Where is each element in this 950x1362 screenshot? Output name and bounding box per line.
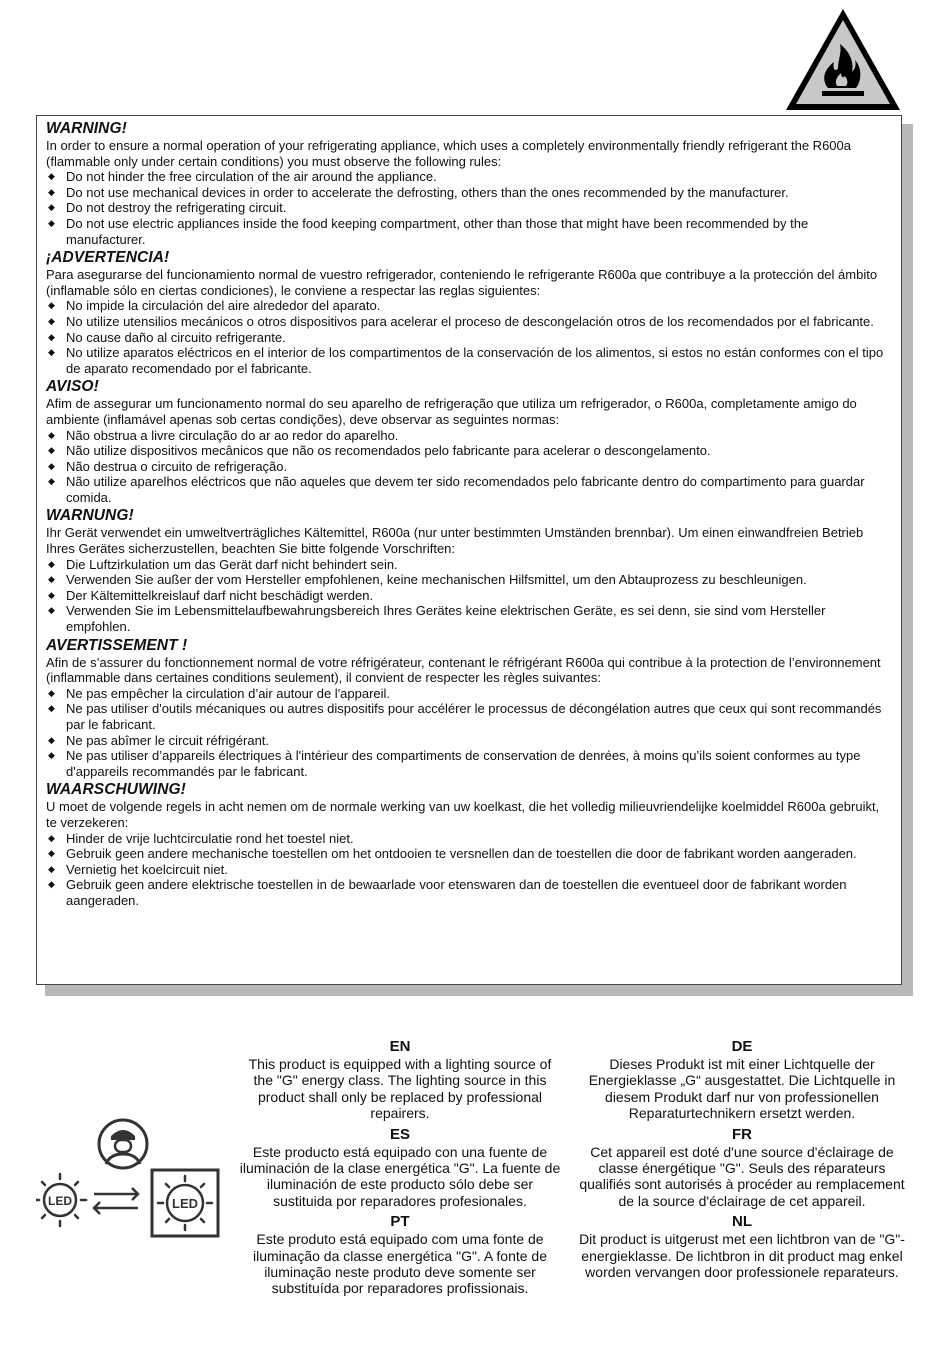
diamond-bullet-icon: ◆ [48,202,55,213]
diamond-bullet-icon: ◆ [48,750,55,761]
warning-rule [46,831,901,847]
warning-rule [46,330,901,346]
diamond-bullet-icon: ◆ [48,863,55,874]
warning-rule [46,185,901,201]
refrigerant-warning-box [36,115,902,985]
warning-rule [46,345,901,376]
warning-rule [46,588,901,604]
warning-rule [46,686,901,702]
diamond-bullet-icon: ◆ [48,171,55,182]
diamond-bullet-icon: ◆ [48,703,55,714]
warning-section-intro: Afin de s’assurer du fonctionnement normal de votre réfrigérateur, contenant le réfrigérant R600a qui contribue à la protection de l’environnement (inflammable dans certaines conditions seulement), il convient de respecter les règles suivantes: [46,654,881,686]
diamond-bullet-icon: ◆ [48,429,55,440]
warning-rule [46,748,901,779]
warning-rule-text: Ne pas utiliser d'outils mécaniques ou autres dispositifs pour accélérer le processus de décongélation autres que ceux qui sont recommandés par le fabricant. [66,701,882,732]
language-code: NL [732,1213,752,1231]
led-replacement-pictogram [36,1118,226,1246]
warning-section-intro: In order to ensure a normal operation of your refrigerating appliance, which uses a completely environmentally friendly refrigerant the R600a (flammable only under certain conditions) you must observe the following rules: [46,138,851,169]
warning-rules-list [46,169,901,247]
warning-rule-text: No utilize aparatos eléctricos en el interior de los compartimentos de la conservación de los alimentos, si estos no están conformes con el tipo de aparato recomendado por el fabricante. [66,345,884,376]
warning-rule-text: Não utilize dispositivos mecânicos que não os recomendados pelo fabricante para acelerar o descongelamento. [66,443,711,459]
warning-rule [46,877,901,908]
warning-rule [46,603,901,634]
warning-rule-text: Não obstrua a livre circulação do ar ao redor do aparelho. [66,427,399,443]
warning-rule [46,169,901,185]
lighting-info-text: Este producto está equipado con una fuente de iluminación de la clase energética "G". La fuente de iluminación de este producto sólo debe ser sustituida por reparadores profesionales. [239,1143,561,1209]
warning-section-intro: Afim de assegurar um funcionamento normal do seu aparelho de refrigeração que utiliza um refrigerador, o R600a, completamente amigo do ambiente (inflamável apenas sob certas condições), deve observar as seguintes normas: [46,396,857,427]
warning-rule-text: Do not use electric appliances inside the food keeping compartment, other than those that might have been recommended by the manufacturer. [66,215,809,247]
diamond-bullet-icon: ◆ [48,848,55,859]
diamond-bullet-icon: ◆ [48,687,55,698]
lighting-info-text: Este produto está equipado com uma fonte de iluminação da classe energética "G". A fonte de iluminação neste produto deve somente ser substituída por reparadores profissionais. [252,1231,547,1297]
svg-text:LED: LED [48,1194,72,1208]
diamond-bullet-icon: ◆ [48,315,55,326]
warning-section [46,120,901,247]
language-code: ES [389,1125,410,1143]
warning-section-title: AVERTISSEMENT ! [46,636,188,654]
diamond-bullet-icon: ◆ [48,186,55,197]
warning-rule-text: No utilize utensilios mecánicos o otros dispositivos para acelerar el proceso de descongelación otros de los recomendados por el fabricante. [66,313,874,329]
diamond-bullet-icon: ◆ [48,445,55,456]
warning-rule [46,557,901,573]
warning-section-intro: Ihr Gerät verwendet ein umweltverträgliches Kältemittel, R600a (nur unter bestimmten Umständen brennbar). Um einen einwandfreien Betrieb Ihres Gerätes sicherzustellen, beachten Sie bitte folgende Vorschriften: [46,525,864,557]
warning-rule [46,572,901,588]
warning-rule-text: Não destrua o circuito de refrigeração. [66,458,288,474]
warning-rule [46,701,901,732]
language-code: FR [732,1125,752,1143]
warning-section-intro: Para asegurarse del funcionamiento normal de vuestro refrigerador, conteniendo le refrigerante R600a que contribuye a la protección del ámbito (inflamable sólo en ciertas condiciones), le conviene a respectar las reglas siguientes: [46,267,878,298]
diamond-bullet-icon: ◆ [48,217,55,228]
lighting-info-column-right [578,1038,906,1284]
warning-section [46,781,901,908]
diamond-bullet-icon: ◆ [48,879,55,890]
diamond-bullet-icon: ◆ [48,476,55,487]
warning-rule [46,862,901,878]
lighting-info-text: This product is equipped with a lighting source of the "G" energy class. The lighting source in this product shall only be replaced by professional repairers. [248,1056,552,1122]
warning-rule-text: Die Luftzirkulation um das Gerät darf nicht behindert sein. [66,556,398,572]
svg-text:LED: LED [172,1196,198,1211]
diamond-bullet-icon: ◆ [48,460,55,471]
diamond-bullet-icon: ◆ [48,300,55,311]
diamond-bullet-icon: ◆ [48,605,55,616]
warning-rule-text: Ne pas utiliser d’appareils électriques à l'intérieur des compartiments de conservation de denrées, à moins qu’ils soient conformes au type d'appareils recommandés par le fabricant. [66,748,861,779]
warning-rule [46,428,901,444]
language-code: PT [390,1213,410,1231]
warning-rule [46,846,901,862]
warning-section-intro: U moet de volgende regels in acht nemen om de normale werking van uw koelkast, die het volledig milieuvriendelijke koelmiddel R600a gebruikt, te verzekeren: [46,799,880,830]
diamond-bullet-icon: ◆ [48,347,55,358]
warning-rule-text: Verwenden Sie außer der vom Hersteller empfohlenen, keine mechanischen Hilfsmittel, um den Abtauprozess zu beschleunigen. [66,572,807,588]
warning-rules-list [46,686,901,780]
swap-arrows-icon [94,1188,138,1214]
warning-rule-text: Gebruik geen andere elektrische toestellen in de bewaarlade voor etenswaren dan de toestellen die eventueel door de fabrikant worden aangeraden. [66,877,847,908]
warning-section-title: AVISO! [46,378,99,396]
technician-icon [99,1120,147,1168]
warning-rule-text: Do not destroy the refrigerating circuit. [66,200,287,216]
warning-rule [46,298,901,314]
warning-rule-text: No impide la circulación del aire alrededor del aparato. [66,298,381,314]
language-code: DE [731,1038,753,1055]
diamond-bullet-icon: ◆ [48,734,55,745]
warning-rule [46,200,901,216]
diamond-bullet-icon: ◆ [48,832,55,843]
diamond-bullet-icon: ◆ [48,574,55,585]
warning-rule-text: Ne pas abîmer le circuit réfrigérant. [66,732,270,748]
led-bulb-right-icon [152,1170,218,1236]
language-code: EN [389,1038,411,1055]
warning-rule-text: Vernietig het koelcircuit niet. [66,861,228,877]
warning-rule-text: Do not hinder the free circulation of the air around the appliance. [66,169,437,185]
warning-section [46,507,901,634]
warning-section-title: ¡ADVERTENCIA! [46,249,170,267]
warning-section-title: WAARSCHUWING! [46,781,186,799]
warning-rule-text: Hinder de vrije luchtcirculatie rond het toestel niet. [66,830,354,846]
diamond-bullet-icon: ◆ [48,331,55,342]
warning-section [46,378,901,505]
warning-rule [46,314,901,330]
warning-rule-text: No cause daño al circuito refrigerante. [66,329,286,345]
warning-rule-text: Der Kältemittelkreislauf darf nicht beschädigt werden. [66,587,374,603]
lighting-info-text: Dit product is uitgerust met een lichtbron van de "G"-energieklasse. De lichtbron in dit product mag enkel worden vervangen door professionele reparateurs. [579,1231,905,1281]
warning-rule [46,216,901,247]
diamond-bullet-icon: ◆ [48,589,55,600]
warning-rule-text: Gebruik geen andere mechanische toestellen om het ontdooien te versnellen dan de toestellen die door de fabrikant worden aangeraden. [66,846,857,862]
flammable-warning-icon [782,6,904,114]
warning-rule-text: Do not use mechanical devices in order to accelerate the defrosting, others than the ones recommended by the manufacturer. [66,184,789,200]
warning-rule [46,733,901,749]
warning-rule [46,474,901,505]
warning-rules-list [46,428,901,506]
lighting-info-text: Dieses Produkt ist mit einer Lichtquelle der Energieklasse „G“ ausgestattet. Die Lichtquelle in diesem Produkt darf nur von professionellen Reparaturtechnikern ersetzt werden. [588,1056,896,1122]
warning-rule-text: Ne pas empêcher la circulation d’air autour de l'appareil. [66,685,391,701]
lighting-info-column-left [238,1038,562,1301]
warning-section [46,249,901,376]
warning-rule-text: Não utilize aparelhos eléctricos que não aqueles que devem ter sido recomendados pelo fabricante dentro do compartimento para guardar comida. [66,474,865,505]
diamond-bullet-icon: ◆ [48,558,55,569]
lighting-info-text: Cet appareil est doté d'une source d'éclairage de classe énergétique "G". Seuls des réparateurs qualifiés sont autorisés à procéder au remplacement de la source d'éclairage de cet appareil. [579,1143,905,1209]
warning-rules-list [46,298,901,376]
warning-rules-list [46,831,901,909]
led-bulb-left-icon [36,1174,86,1226]
warning-section-title: WARNING! [46,120,127,137]
warning-rules-list [46,557,901,635]
warning-rule-text: Verwenden Sie im Lebensmittelaufbewahrungsbereich Ihres Gerätes keine elektrischen Geräte, es sei denn, sie sind vom Hersteller empfohlen. [66,603,826,635]
warning-section [46,637,901,780]
warning-section-title: WARNUNG! [46,507,134,525]
warning-rule [46,443,901,459]
warning-rule [46,459,901,475]
